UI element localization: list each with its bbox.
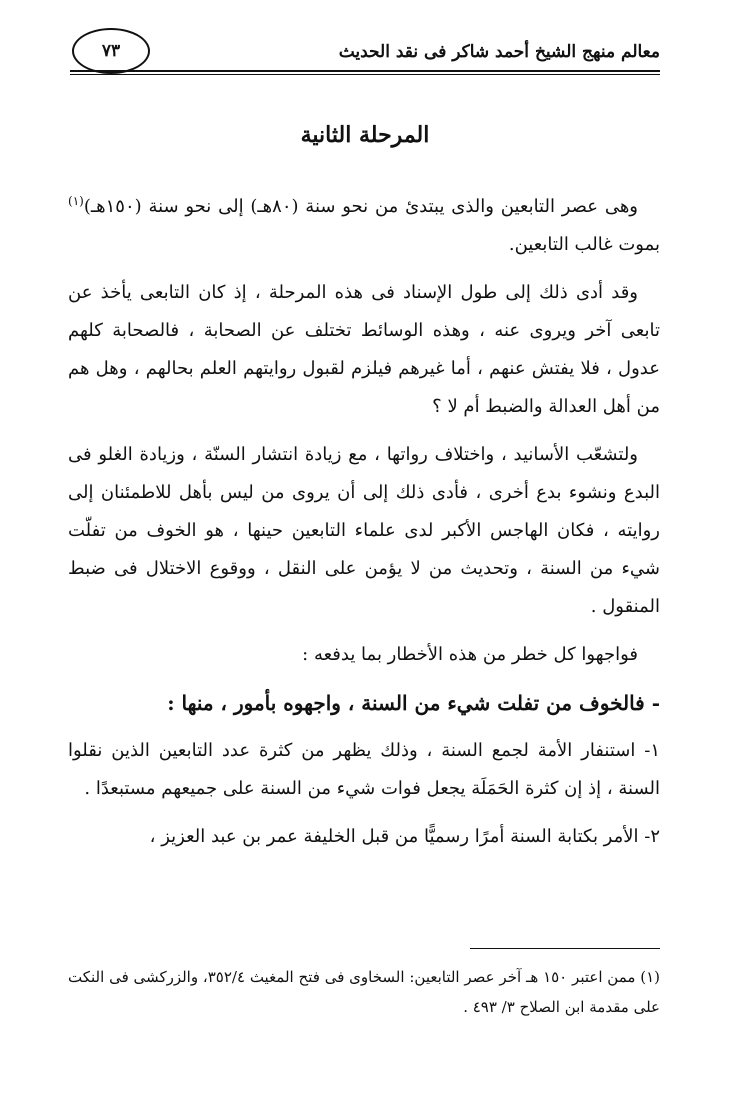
paragraph-response: فواجهوا كل خطر من هذه الأخطار بما يدفعه : [302,644,638,665]
header-rule-thin [70,74,660,75]
page-number: ٧٣ [101,41,121,61]
paragraph-intro [68,188,660,264]
list-item-2: ٢- الأمر بكتابة السنة أمرًا رسميًّا من قبل الخليفة عمر بن عبد العزيز ، [149,826,660,847]
header-title: معالم منهج الشيخ أحمد شاكر فى نقد الحديث [338,42,660,62]
footnote-reference: (١) [68,194,84,208]
paragraph-isnad: وقد أدى ذلك إلى طول الإسناد فى هذه المرحلة ، إذ كان التابعى يأخذ عن تابعى آخر ويروى عنه ، وهذه الوسائط تختلف عن الصحابة ، فالصحابة كلهم عدول ، فلا يفتش عنهم ، أما غيرهم فيلزم لقبول روايتهم العلم بحالهم ، وهل هم من أهل العدالة والضبط أم لا ؟ [68,282,660,417]
paragraph-causes: ولتشعّب الأسانيد ، واختلاف رواتها ، مع زيادة انتشار السنّة ، وزيادة الغلو فى البدع ونشوء بدع أخرى ، فأدى ذلك إلى أن يروى من ليس بأهل للاطمئنان إلى روايته ، فكان الهاجس الأكبر لدى علماء التابعين حينها ، هو الخوف من تفلّت شيء من السنة ، وتحديث من لا يؤمن على النقل ، ووقوع الاختلال فى ضبط المنقول . [68,444,660,617]
section-title: المرحلة الثانية [300,122,430,148]
paragraph-intro-tail: بموت غالب التابعين. [508,234,660,255]
body-text [68,188,660,866]
paragraph-intro-text: وهى عصر التابعين والذى يبتدئ من نحو سنة (٨٠هـ) إلى نحو سنة (١٥٠هـ) [83,196,639,217]
footnote-separator [470,948,660,949]
list-item-1: ١- استنفار الأمة لجمع السنة ، وذلك يظهر من كثرة عدد التابعين الذين نقلوا السنة ، إذ إن كثرة الحَمَلَة يجعل فوات شيء من السنة على جميعهم مستبعدًا . [68,740,660,799]
bold-subheading: - فالخوف من تفلت شيء من السنة ، واجهوه بأمور ، منها : [167,691,660,715]
header-rule [70,70,660,72]
footnote: (١) ممن اعتبر ١٥٠ هـ آخر عصر التابعين: السخاوى فى فتح المغيث ٣٥٢/٤، والزركشى فى النكت على مقدمة ابن الصلاح ٣/ ٤٩٣ . [68,968,660,1016]
page-number-oval [72,28,150,74]
